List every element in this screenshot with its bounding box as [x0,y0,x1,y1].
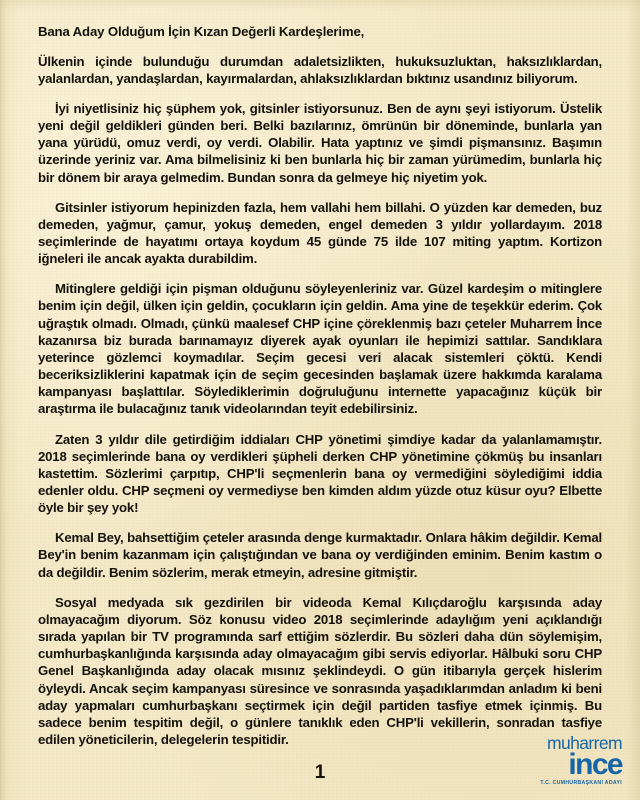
logo-tagline: T.C. CUMHURBAŞKANI ADAYI [540,780,622,786]
paragraph-5: Zaten 3 yıldır dile getirdiğim iddiaları CHP yönetimi şimdiye kadar da yalanlamamıştır. 2018 seçimlerinde bana oy verdikleri şüpheli derken CHP yönetimine çökmüş bu insanları kastettim. Sözlerimi çarpıtıp, CHP'li seçmenlerin bana oy vermediğini söylediğimi iddia edenler oldu. CHP seçmeni oy vermediyse ben kimden aldım yüzde otuz küsur oyu? Elbette öyle bir şey yok! [38,431,602,516]
muharrem-ince-logo [518,732,622,786]
paragraph-4: Mitinglere geldiği için pişman olduğunu söyleyenleriniz var. Güzel kardeşim o mitinglere benim için değil, ülken için geldin, çocukların için geldin. Ama yine de teşekkür ederim. Çok uğraştık olmadı. Olmadı, çünkü maalesef CHP içine çöreklenmiş bazı çeteler Muharrem İnce kazanırsa biz burada barınamayız diyerek ayak oyunları ile hepimizi sattılar. Sandıklara yeterince gözlemci koymadılar. Seçim gecesi veri alacak sistemleri çöktü. Kendi beceriksizliklerini kapatmak için de seçim gecesinden başlamak üzere hakkımda karalama kampanyası başlattılar. Söylediklerimin doğruluğunu internette yapacağınız küçük bir araştırma ile bulacağınız tanık videolarından teyit edebilirsiniz. [38,281,602,417]
paragraph-3: Gitsinler istiyorum hepinizden fazla, hem vallahi hem billahi. O yüzden kar demeden, buz demeden, yağmur, çamur, yokuş demeden, engel demeden 3 yıldır yollardayım. 2018 seçimlerinde de hayatımı ortaya koydum 45 günde 75 ilde 107 miting yaptım. Kortizon iğneleri ile ancak ayakta durabildim. [38,199,602,267]
document-title: Bana Aday Olduğum İçin Kızan Değerli Kardeşlerime, [38,24,365,39]
paragraph-7: Sosyal medyada sık gezdirilen bir videoda Kemal Kılıçdaroğlu karşısında aday olmayacağım diyorum. Söz konusu video 2018 seçimlerinde adaylığım yeni açıklandığı sırada yapılan bir TV programında sarf ettiğim sözlerdir. Bu sözleri daha dün söylemişim, cumhurbaşkanlığında karşısında aday olmayacağım gibi servis ediyorlar. Hâlbuki soru CHP Genel Başkanlığında aday olacak mısınız şeklindeydi. O gün itibarıyla gerçek hislerim öyleydi. Ancak seçim kampanyası süresince ve sonrasında yaşadıklarımdan anladım ki beni aday yapmaları cumhurbaşkanı seçtirmek için değil partiden tasfiye etmek içinmiş. Bu sadece benim tespitim değil, o günlere tanıklık eden CHP'li vekillerin, sonradan tasfiye edilen yöneticilerin, delegelerin tespitidir. [38,594,602,748]
paragraph-1: Ülkenin içinde bulunduğu durumdan adaletsizlikten, hukuksuzluktan, haksızlıklardan, yalanlardan, yandaşlardan, kayırmalardan, ahlaksızlıklardan bıktınız usandınız biliyorum. [38,53,602,86]
paragraph-6: Kemal Bey, bahsettiğim çeteler arasında denge kurmaktadır. Onlara hâkim değildir. Kemal Bey'in benim kazanmam için çalıştığından ve bana oy verdiğinden eminim. Benim kastım o da değildir. Benim sözlerim, merak etmeyin, adresine gitmiştir. [38,530,602,580]
document-body [38,24,602,761]
logo-last-name: ince [568,748,622,782]
paragraph-2: İyi niyetlisiniz hiç şüphem yok, gitsinler istiyorsunuz. Ben de aynı şeyi istiyorum. Üstelik yeni değil geldikleri günden beri. Belki bazılarınız, ömrünün bir döneminde, bunlarla yan yana yürüdü, omuz verdi, oy verdi. Olabilir. Hata yaptınız ve şimdi pişmansınız. Başımın üzerinde yeriniz var. Ama bilmelisiniz ki ben bunlarla hiç bir zaman yürümedim, bunlarla hiç bir dönem bir araya gelmedim. Bundan sonra da gelmeye hiç niyetim yok. [38,100,602,185]
logo-first-name: muharrem [547,732,622,753]
page-number: 1 [314,762,326,783]
